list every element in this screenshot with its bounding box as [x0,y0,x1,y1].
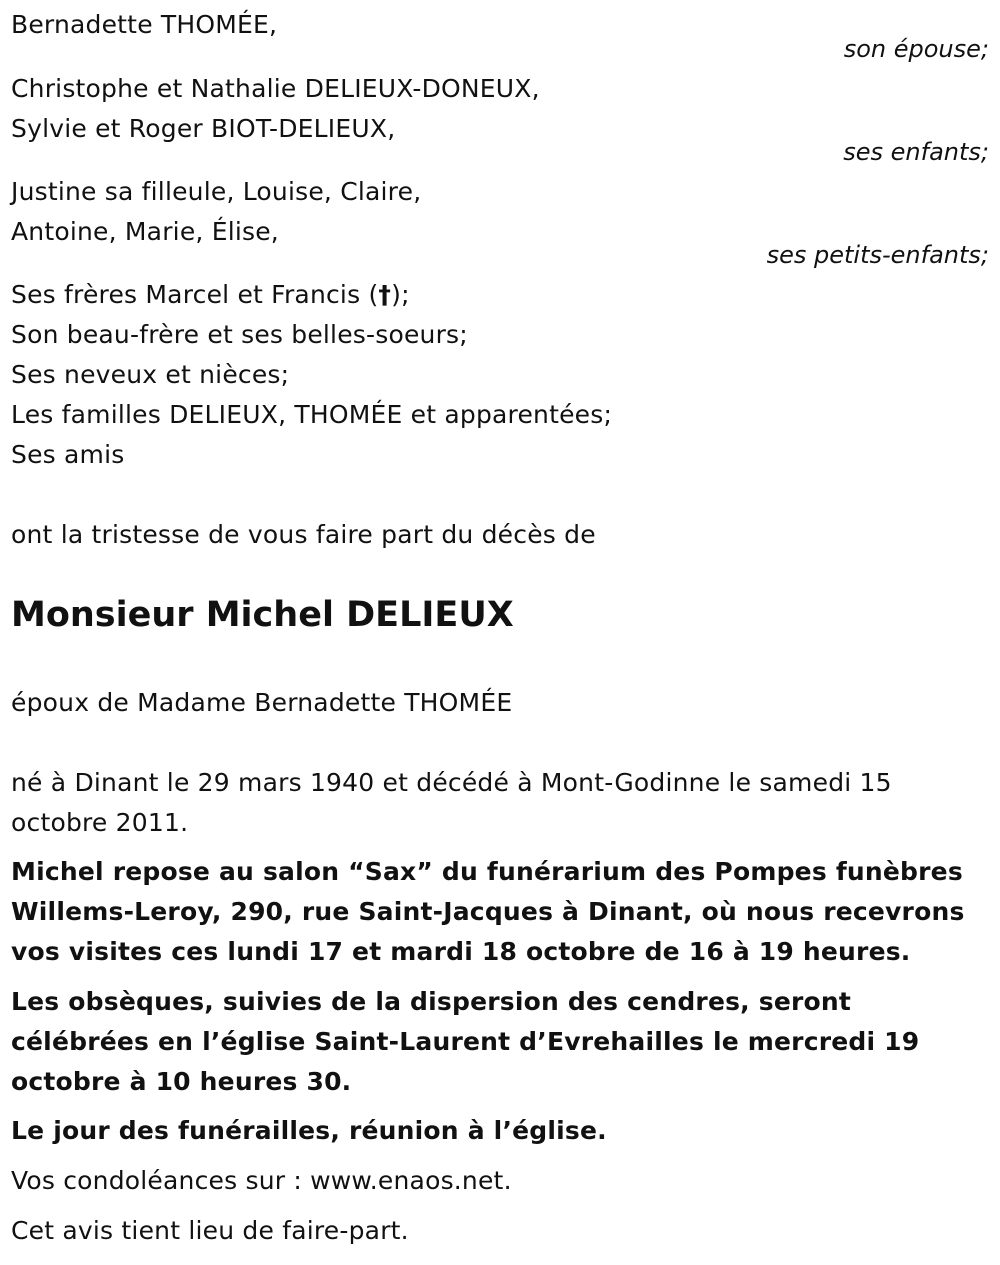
nephews-line: Ses neveux et nièces; [11,360,290,389]
in-laws-line: Son beau-frère et ses belles-soeurs; [11,320,468,349]
deceased-name: Monsieur Michel DELIEUX [11,595,514,635]
brothers-text: Ses frères Marcel et Francis ( [11,280,379,309]
families-line: Les familles DELIEUX, THOMÉE et apparentées; [11,400,613,429]
grandchildren-role: ses petits-enfants; [766,241,989,269]
spouse-of-text: époux de Madame Bernadette THOMÉE [11,688,513,717]
announcement-text: ont la tristesse de vous faire part du décès de [11,520,596,549]
viewing-details: Michel repose au salon “Sax” du funérarium des Pompes funèbres Willems-Leroy, 290, rue Saint-Jacques à Dinant, où nous recevrons vos visites ces lundi 17 et mardi 18 octobre de 16 à 19 heures. [11,857,965,966]
condolences-text: Vos condoléances sur : www.enaos.net. [11,1166,512,1195]
child-line-2: Sylvie et Roger BIOT-DELIEUX, [11,114,396,143]
grandchild-line-2: Antoine, Marie, Élise, [11,217,279,246]
spouse-role: son épouse; [843,35,989,63]
birth-death-text: né à Dinant le 29 mars 1940 et décédé à Mont-Godinne le samedi 15 octobre 2011. [11,768,892,837]
grandchild-line-1: Justine sa filleule, Louise, Claire, [11,177,422,206]
child-line-1: Christophe et Nathalie DELIEUX-DONEUX, [11,74,540,103]
cross-icon: † [378,280,392,309]
meeting-details: Le jour des funérailles, réunion à l’église. [11,1116,607,1145]
notice-text: Cet avis tient lieu de faire-part. [11,1216,409,1245]
brothers-line [11,275,410,315]
funeral-details: Les obsèques, suivies de la dispersion des cendres, seront célébrées en l’église Saint-Laurent d’Evrehailles le mercredi 19 octobre à 10 heures 30. [11,987,920,1096]
spouse-name: Bernadette THOMÉE, [11,10,278,39]
brothers-text-end: ); [391,280,410,309]
friends-line: Ses amis [11,440,125,469]
children-role: ses enfants; [843,138,989,166]
